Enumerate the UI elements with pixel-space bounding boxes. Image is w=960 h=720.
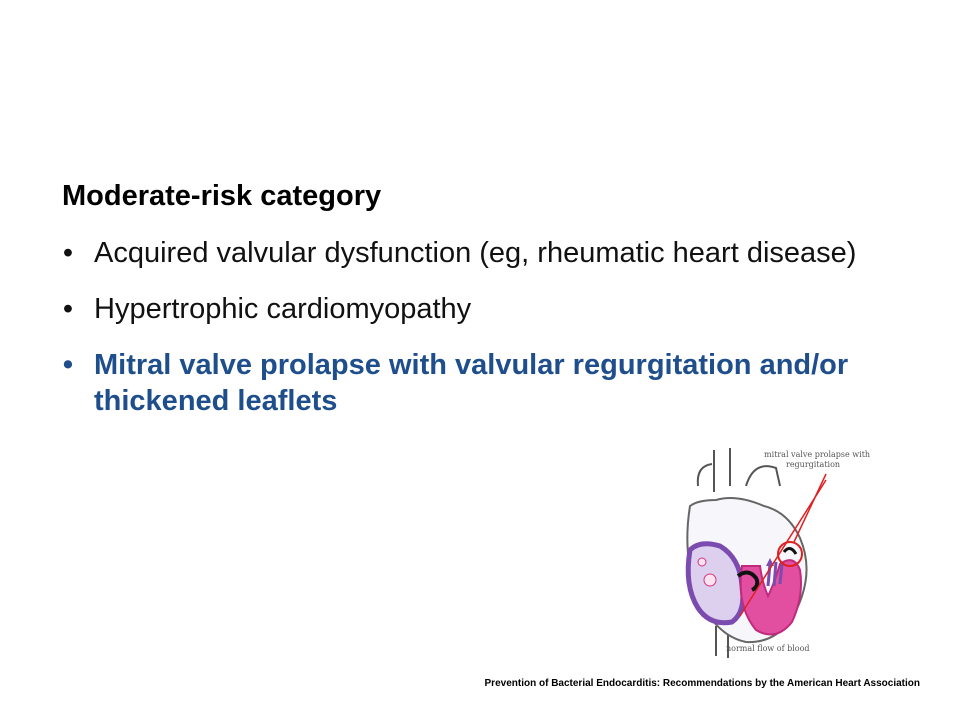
citation: Prevention of Bacterial Endocarditis: Recommendations by the American Heart Association — [484, 678, 920, 689]
heart-diagram — [676, 446, 871, 660]
bullet-dot: • — [62, 349, 74, 381]
bullet-item — [58, 291, 928, 327]
heart-diagram-illustration — [676, 446, 862, 660]
bullet-item — [58, 235, 928, 271]
bullet-list — [58, 235, 928, 439]
bullet-dot: • — [62, 293, 74, 325]
figure-label-normal-flow: normal flow of blood — [726, 644, 810, 653]
bullet-item-highlighted — [58, 347, 928, 419]
bullet-text: Hypertrophic cardiomyopathy — [94, 293, 472, 325]
figure-label-regurgitation: regurgitation — [786, 460, 841, 469]
slide-heading: Moderate-risk category — [62, 180, 382, 212]
figure-label-prolapse: mitral valve prolapse with — [764, 450, 871, 459]
bullet-text: Mitral valve prolapse with valvular regurgitation and/or thickened leaflets — [94, 349, 849, 417]
bullet-dot: • — [62, 237, 74, 269]
bullet-text: Acquired valvular dysfunction (eg, rheumatic heart disease) — [94, 237, 857, 269]
